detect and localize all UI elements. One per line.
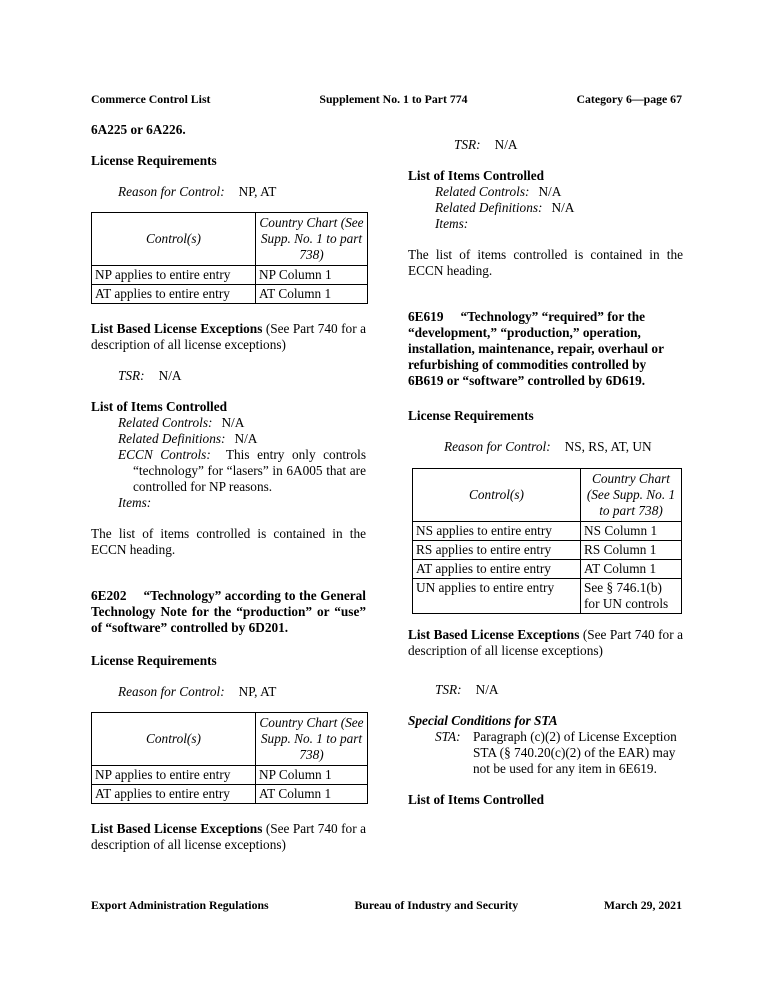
related-definitions-value: N/A [551,200,575,215]
table-row [413,579,682,614]
tsr-value: N/A [494,137,518,152]
eccn-6e202-heading [91,588,366,636]
chart-cell: See § 746.1(b) for UN controls [581,579,682,614]
list-based-exceptions-paragraph [408,627,683,659]
list-based-exceptions-paragraph [91,821,366,853]
reason-for-control-line [408,439,683,455]
list-based-exceptions-rest: (See Part 740 for a description of all license exceptions) [408,627,683,658]
related-definitions-value: N/A [234,431,258,446]
chart-cell: NP Column 1 [256,766,368,785]
control-cell: AT applies to entire entry [413,560,581,579]
eccn-controls-text: This entry only controls “technology” for “lasers” in 6A005 that are controlled for NP reasons. [133,447,366,494]
reason-for-control-value: NP, AT [238,184,277,199]
control-cell: NS applies to entire entry [413,522,581,541]
list-of-items-heading: List of Items Controlled [408,168,545,183]
tsr-value: N/A [475,682,499,697]
continued-heading-fragment: 6A225 or 6A226. [91,122,186,137]
related-controls-line [408,184,683,200]
reason-for-control-line [91,684,366,700]
left-column [91,122,366,853]
contained-note: The list of items controlled is contained in the ECCN heading. [91,526,366,557]
table-header-chart: Country Chart (See Supp. No. 1 to part 738) [256,213,368,266]
reason-for-control-value: NS, RS, AT, UN [564,439,652,454]
chart-cell: RS Column 1 [581,541,682,560]
table-header-chart: Country Chart (See Supp. No. 1 to part 738) [581,469,682,522]
reason-for-control-label: Reason for Control: [444,439,551,454]
control-cell: RS applies to entire entry [413,541,581,560]
related-controls-line [91,415,366,431]
tsr-label: TSR: [454,137,481,152]
related-controls-value: N/A [221,415,245,430]
reason-for-control-value: NP, AT [238,684,277,699]
list-based-exceptions-label: List Based License Exceptions [408,627,580,642]
chart-cell: NS Column 1 [581,522,682,541]
control-cell: AT applies to entire entry [92,785,256,804]
control-cell: AT applies to entire entry [92,285,256,304]
table-row [92,785,368,804]
sta-text: Paragraph (c)(2) of License Exception STA (§ 740.20(c)(2) of the EAR) may not be used for any item in 6E619. [473,729,677,776]
reason-for-control-label: Reason for Control: [118,184,225,199]
table-row [92,766,368,785]
table-header-controls: Control(s) [92,213,256,266]
related-controls-label: Related Controls: [435,184,530,199]
eccn-6e619-number: 6E619 [408,309,444,324]
two-column-body [91,122,683,853]
items-controlled-block [408,184,683,232]
list-based-exceptions-label: List Based License Exceptions [91,321,263,336]
footer-date: March 29, 2021 [603,898,682,912]
list-based-exceptions-paragraph [91,321,366,353]
country-chart-table-6e202 [91,712,368,804]
table-header-row [413,469,682,522]
tsr-line [408,137,683,153]
sta-label: STA: [435,729,461,744]
related-definitions-line [91,431,366,447]
control-cell: NP applies to entire entry [92,266,256,285]
items-label-line: Items: [118,495,152,510]
table-row [413,560,682,579]
table-row [92,266,368,285]
sta-paragraph [408,729,683,777]
table-header-controls: Control(s) [413,469,581,522]
list-based-exceptions-rest: (See Part 740 for a description of all license exceptions) [91,821,366,852]
eccn-6e619-title: “Technology” “required” for the “development,” “production,” operation, installation, maintenance, repair, overhaul or refurbishing of commodities controlled by 6B619 or “software” controlled by 6D619. [408,309,664,388]
table-row [413,541,682,560]
eccn-6e619-heading [408,309,683,389]
header-supplement-title: Supplement No. 1 to Part 774 [319,92,468,106]
eccn-controls-paragraph [91,447,366,495]
page-header [91,91,682,107]
chart-cell: AT Column 1 [256,785,368,804]
items-controlled-block [91,415,366,511]
license-requirements-heading: License Requirements [408,408,534,423]
footer-regulation-title: Export Administration Regulations [91,898,269,912]
related-controls-label: Related Controls: [118,415,213,430]
tsr-label: TSR: [118,368,145,383]
country-chart-table-6a225 [91,212,368,304]
list-based-exceptions-label: List Based License Exceptions [91,821,263,836]
table-header-controls: Control(s) [92,713,256,766]
control-cell: UN applies to entire entry [413,579,581,614]
list-of-items-heading: List of Items Controlled [408,792,545,807]
right-column [408,122,683,853]
table-row [92,285,368,304]
country-chart-table-6e619 [412,468,682,614]
related-controls-value: N/A [538,184,562,199]
chart-cell: AT Column 1 [256,285,368,304]
page-footer [91,897,682,913]
reason-for-control-line [91,184,366,200]
tsr-value: N/A [158,368,182,383]
header-document-title: Commerce Control List [91,92,211,106]
list-based-exceptions-rest: (See Part 740 for a description of all license exceptions) [91,321,366,352]
header-category-page: Category 6—page 67 [576,92,682,106]
list-of-items-heading: List of Items Controlled [91,399,228,414]
related-definitions-label: Related Definitions: [435,200,543,215]
contained-note: The list of items controlled is contained in the ECCN heading. [408,247,683,278]
items-label-line: Items: [435,216,469,231]
table-header-chart: Country Chart (See Supp. No. 1 to part 738) [256,713,368,766]
control-cell: NP applies to entire entry [92,766,256,785]
table-row [413,522,682,541]
related-definitions-line [408,200,683,216]
eccn-6e202-title: “Technology” according to the General Technology Note for the “production” or “use” of “software” controlled by 6D201. [91,588,366,635]
tsr-line [408,682,683,698]
table-header-row [92,213,368,266]
table-header-row [92,713,368,766]
footer-bureau-name: Bureau of Industry and Security [354,898,519,912]
chart-cell: AT Column 1 [581,560,682,579]
license-requirements-heading: License Requirements [91,653,217,668]
related-definitions-label: Related Definitions: [118,431,226,446]
chart-cell: NP Column 1 [256,266,368,285]
eccn-controls-label: ECCN Controls: [118,447,211,462]
tsr-label: TSR: [435,682,462,697]
license-requirements-heading: License Requirements [91,153,217,168]
reason-for-control-label: Reason for Control: [118,684,225,699]
eccn-6e202-number: 6E202 [91,588,127,603]
tsr-line [91,368,366,384]
special-conditions-sta-heading: Special Conditions for STA [408,713,558,728]
